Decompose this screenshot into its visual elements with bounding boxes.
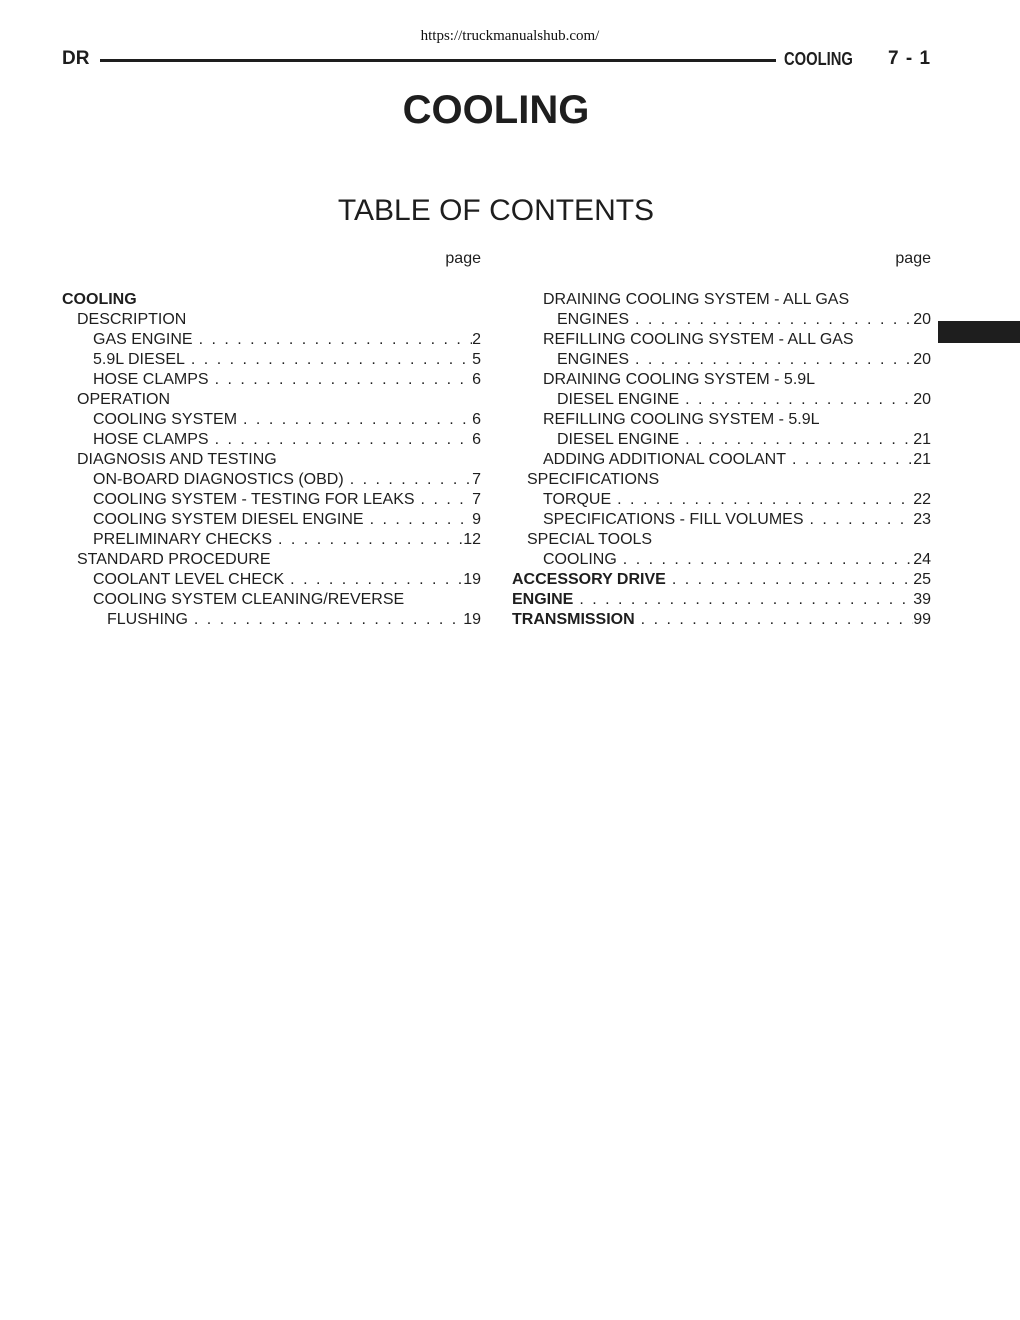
dot-leader	[284, 570, 463, 590]
dot-leader	[629, 350, 913, 370]
dot-leader	[617, 550, 913, 570]
toc-entry-page: 12	[463, 531, 481, 548]
toc-right-column	[512, 249, 931, 630]
toc-entry-label: COOLING SYSTEM	[93, 411, 238, 428]
toc-entry-label: COOLING SYSTEM DIESEL ENGINE	[93, 511, 364, 528]
header-section-name: COOLING	[784, 49, 853, 69]
toc-entry[interactable]	[512, 410, 931, 430]
toc-entry-label: ADDING ADDITIONAL COOLANT	[543, 451, 786, 468]
toc-entry[interactable]	[62, 610, 481, 630]
toc-entry[interactable]	[62, 370, 481, 390]
toc-entry[interactable]	[512, 510, 931, 530]
dot-leader	[185, 350, 472, 370]
toc-left-column	[62, 249, 481, 630]
toc-entry[interactable]	[512, 590, 931, 610]
dot-leader	[629, 310, 913, 330]
toc-entry-page: 20	[913, 311, 931, 328]
toc-entry-page: 21	[913, 451, 931, 468]
toc-entry-page: 19	[463, 611, 481, 628]
toc-entry[interactable]	[62, 530, 481, 550]
toc-entry[interactable]	[62, 290, 481, 310]
toc-entry-page: 19	[463, 571, 481, 588]
toc-entry-label: PRELIMINARY CHECKS	[93, 531, 273, 548]
toc-entry[interactable]	[512, 350, 931, 370]
toc-entry[interactable]	[512, 610, 931, 630]
dot-leader	[804, 510, 914, 530]
section-thumb-tab	[938, 321, 1020, 343]
toc-entry-label: COOLING	[62, 291, 137, 308]
toc-entry-label: ENGINES	[557, 311, 630, 328]
watermark-url[interactable]: https://truckmanualshub.com/	[420, 28, 600, 44]
toc-entry-page: 20	[913, 351, 931, 368]
toc-entry-label: COOLING	[543, 551, 617, 568]
dot-leader	[635, 610, 914, 630]
toc-entry-label: HOSE CLAMPS	[93, 431, 209, 448]
toc-entry[interactable]	[512, 570, 931, 590]
toc-entry-page: 23	[913, 511, 931, 528]
toc-entry-page: 21	[913, 431, 931, 448]
dot-leader	[364, 510, 473, 530]
toc-entry[interactable]	[62, 470, 481, 490]
toc-entry-page: 7	[472, 471, 481, 488]
header-rule	[100, 59, 776, 62]
toc-entry[interactable]	[512, 450, 931, 470]
toc-entry[interactable]	[62, 450, 481, 470]
toc-entry[interactable]	[512, 490, 931, 510]
toc-entry-label: ACCESSORY DRIVE	[512, 571, 666, 588]
dot-leader	[786, 450, 913, 470]
toc-entry-page: 6	[472, 411, 481, 428]
toc-entry-label: ON-BOARD DIAGNOSTICS (OBD)	[93, 471, 344, 488]
toc-entry-page: 9	[472, 511, 481, 528]
toc-entry[interactable]	[62, 490, 481, 510]
toc-entry-label: TORQUE	[543, 491, 612, 508]
toc-entry[interactable]	[512, 290, 931, 310]
toc-entry-label: FLUSHING	[107, 611, 188, 628]
toc-entry-label: SPECIAL TOOLS	[527, 531, 653, 548]
toc-entry-page: 22	[913, 491, 931, 508]
page-column-label: page	[895, 250, 931, 267]
toc-entry-page: 20	[913, 391, 931, 408]
toc-entry[interactable]	[62, 330, 481, 350]
toc-list	[62, 290, 481, 630]
toc-entry-label: OPERATION	[77, 391, 171, 408]
dot-leader	[344, 470, 472, 490]
toc-list	[512, 290, 931, 630]
dot-leader	[679, 390, 913, 410]
toc-entry-label: SPECIFICATIONS - FILL VOLUMES	[543, 511, 804, 528]
toc-entry-label: ENGINE	[512, 591, 574, 608]
header-vehicle-code: DR	[62, 48, 90, 69]
dot-leader	[193, 330, 473, 350]
header-page-number: 7 - 1	[888, 48, 931, 69]
toc-entry[interactable]	[512, 470, 931, 490]
toc-entry[interactable]	[62, 390, 481, 410]
toc-entry-page: 2	[472, 331, 481, 348]
dot-leader	[209, 370, 473, 390]
toc-entry-label: REFILLING COOLING SYSTEM - 5.9L	[543, 411, 820, 428]
toc-entry-page: 6	[472, 371, 481, 388]
toc-entry-label: DESCRIPTION	[77, 311, 187, 328]
toc-entry[interactable]	[512, 430, 931, 450]
dot-leader	[188, 610, 463, 630]
dot-leader	[679, 430, 913, 450]
toc-entry[interactable]	[512, 330, 931, 350]
toc-entry-label: COOLING SYSTEM - TESTING FOR LEAKS	[93, 491, 415, 508]
toc-entry[interactable]	[512, 310, 931, 330]
dot-leader	[415, 490, 473, 510]
toc-entry[interactable]	[62, 350, 481, 370]
dot-leader	[237, 410, 472, 430]
toc-entry[interactable]	[512, 390, 931, 410]
toc-entry-page: 5	[472, 351, 481, 368]
toc-entry-label: DRAINING COOLING SYSTEM - 5.9L	[543, 371, 816, 388]
toc-entry[interactable]	[512, 370, 931, 390]
toc-entry-label: ENGINES	[557, 351, 630, 368]
toc-entry-page: 25	[913, 571, 931, 588]
page-column-label: page	[445, 250, 481, 267]
toc-entry[interactable]	[62, 550, 481, 570]
dot-leader	[573, 590, 913, 610]
toc-entry-label: GAS ENGINE	[93, 331, 193, 348]
toc-entry[interactable]	[512, 530, 931, 550]
toc-entry[interactable]	[62, 430, 481, 450]
dot-leader	[611, 490, 913, 510]
dot-leader	[272, 530, 463, 550]
toc-entry-label: DRAINING COOLING SYSTEM - ALL GAS	[543, 291, 850, 308]
toc-entry[interactable]	[62, 410, 481, 430]
toc-entry[interactable]	[62, 510, 481, 530]
toc-entry-label: REFILLING COOLING SYSTEM - ALL GAS	[543, 331, 854, 348]
dot-leader	[666, 570, 913, 590]
toc-entry-page: 6	[472, 431, 481, 448]
toc-entry-label: STANDARD PROCEDURE	[77, 551, 271, 568]
page-title: COOLING	[402, 88, 590, 132]
toc-entry-label: SPECIFICATIONS	[527, 471, 660, 488]
page-subtitle: TABLE OF CONTENTS	[337, 194, 655, 227]
toc-entry[interactable]	[512, 550, 931, 570]
toc-entry-page: 7	[472, 491, 481, 508]
toc-entry-page: 39	[913, 591, 931, 608]
dot-leader	[209, 430, 473, 450]
toc-entry[interactable]	[62, 570, 481, 590]
toc-entry-label: DIAGNOSIS AND TESTING	[77, 451, 277, 468]
toc-entry-page: 24	[913, 551, 931, 568]
toc-entry[interactable]	[62, 590, 481, 610]
toc-entry-label: DIESEL ENGINE	[557, 431, 680, 448]
toc-entry-label: TRANSMISSION	[512, 611, 635, 628]
toc-entry[interactable]	[62, 310, 481, 330]
toc-entry-label: 5.9L DIESEL	[93, 351, 185, 368]
toc-entry-label: DIESEL ENGINE	[557, 391, 680, 408]
toc-entry-label: HOSE CLAMPS	[93, 371, 209, 388]
toc-entry-label: COOLANT LEVEL CHECK	[93, 571, 285, 588]
toc-entry-label: COOLING SYSTEM CLEANING/REVERSE	[93, 591, 405, 608]
toc-entry-page: 99	[913, 611, 931, 628]
